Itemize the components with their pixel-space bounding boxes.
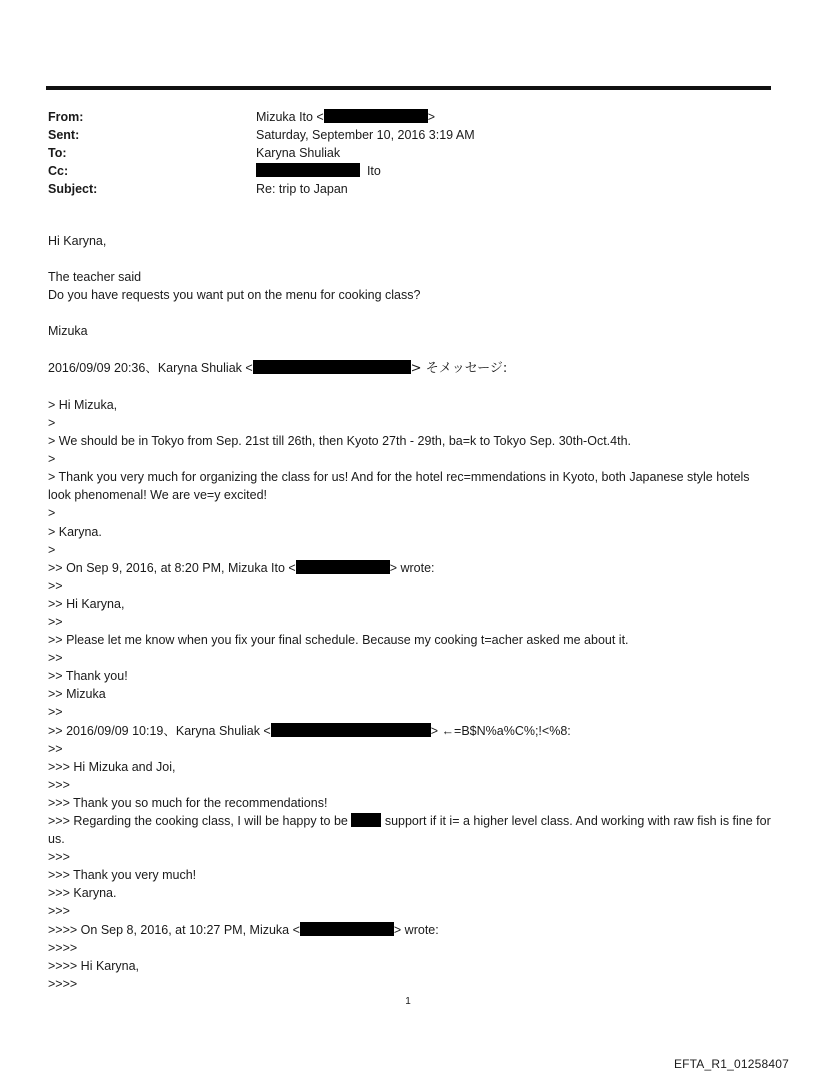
quoted-line: >>>> Hi Karyna, (48, 958, 140, 973)
quoted-line: > We should be in Tokyo from Sep. 21st till 26th, then Kyoto 27th - 29th, ba=k to Tokyo Sep. 30th-Oct.4th. (48, 434, 631, 449)
quote-header-text: >> On Sep 9, 2016, at 8:20 PM, Mizuka Ito < (48, 560, 296, 575)
quoted-line: > (48, 506, 56, 521)
quoted-line: >>> Karyna. (48, 886, 117, 901)
quoted-text: support if it i= a higher level class. And working with raw fish is fine for us. (48, 814, 775, 847)
redaction-box (351, 813, 381, 827)
quoted-line: >> (48, 578, 63, 593)
quote-header (48, 722, 772, 740)
greeting: Hi Karyna, (48, 234, 107, 248)
sent-label: Sent: (48, 128, 80, 142)
cc-value (256, 162, 381, 180)
from-close: > (427, 110, 436, 124)
redaction-box (253, 360, 411, 374)
quoted-line: >> Hi Karyna, (48, 596, 125, 611)
quote-header-suffix: > wrote: (389, 560, 435, 575)
body-line: Do you have requests you want put on the menu for cooking class? (48, 288, 421, 303)
quoted-line: >>>> (48, 940, 78, 955)
quoted-line: >> Thank you! (48, 669, 128, 684)
quoted-line: >> (48, 614, 63, 629)
quoted-line: >> (48, 741, 63, 756)
redaction-box (256, 163, 360, 177)
redaction-box (300, 922, 394, 936)
quote-header (48, 559, 772, 577)
quoted-line: >> Mizuka (48, 687, 106, 702)
email-body (48, 232, 775, 993)
quoted-line: >>> (48, 777, 70, 792)
to-value: Karyna Shuliak (256, 146, 341, 160)
quoted-line: > (48, 542, 56, 557)
from-label: From: (48, 110, 84, 124)
quoted-line: > (48, 415, 56, 430)
subject-label: Subject: (48, 182, 98, 196)
signature: Mizuka (48, 324, 88, 339)
quote-header-suffix: > ←=B$N%a%C%;!<%8: (430, 723, 571, 738)
header-rule (46, 86, 771, 90)
subject-value: Re: trip to Japan (256, 182, 348, 196)
quote-header (48, 921, 772, 939)
quoted-line: >>> Hi Mizuka and Joi, (48, 759, 176, 774)
cc-name: Ito (366, 164, 381, 178)
quoted-line: >> (48, 705, 63, 720)
quoted-line: > (48, 452, 56, 467)
quoted-line: > Thank you very much for organizing the class for us! And for the hotel rec=mmendations in Kyoto, both Japanese style hotels look phenomenal! We are ve=y excited! (48, 470, 754, 503)
quoted-text: >>> Regarding the cooking class, I will be happy to be (48, 814, 348, 828)
quote-header-suffix: > wrote: (393, 922, 439, 937)
quote-header-suffix: > そメッセージ: (410, 360, 508, 376)
quote-header-text: 2016/09/09 20:36、Karyna Shuliak < (48, 360, 253, 375)
body-line: The teacher said (48, 270, 142, 285)
from-value (256, 108, 435, 126)
from-name: Mizuka Ito < (256, 110, 324, 124)
quoted-line: >> Please let me know when you fix your final schedule. Because my cooking t=acher asked me about it. (48, 633, 629, 648)
quoted-line: >>> Thank you so much for the recommendations! (48, 795, 328, 810)
redaction-box (324, 109, 428, 123)
quoted-line: > Karyna. (48, 524, 102, 539)
redaction-box (296, 560, 390, 574)
quote-header (48, 359, 772, 378)
quoted-line: >>>> (48, 976, 78, 991)
to-label: To: (48, 146, 67, 160)
quoted-line: >> (48, 651, 63, 666)
quoted-line: >>> Thank you very much! (48, 868, 197, 883)
quoted-line: >>> (48, 904, 70, 919)
quote-header-text: >>>> On Sep 8, 2016, at 10:27 PM, Mizuka < (48, 922, 300, 937)
quoted-line: > Hi Mizuka, (48, 397, 118, 412)
cc-label: Cc: (48, 164, 69, 178)
document-id: EFTA_R1_01258407 (673, 1057, 789, 1071)
quoted-line (48, 812, 775, 848)
sent-value: Saturday, September 10, 2016 3:19 AM (256, 128, 475, 142)
quoted-line: >>> (48, 850, 70, 865)
page-number: 1 (405, 996, 411, 1007)
quote-header-text: >> 2016/09/09 10:19、Karyna Shuliak < (48, 723, 271, 738)
redaction-box (271, 723, 431, 737)
